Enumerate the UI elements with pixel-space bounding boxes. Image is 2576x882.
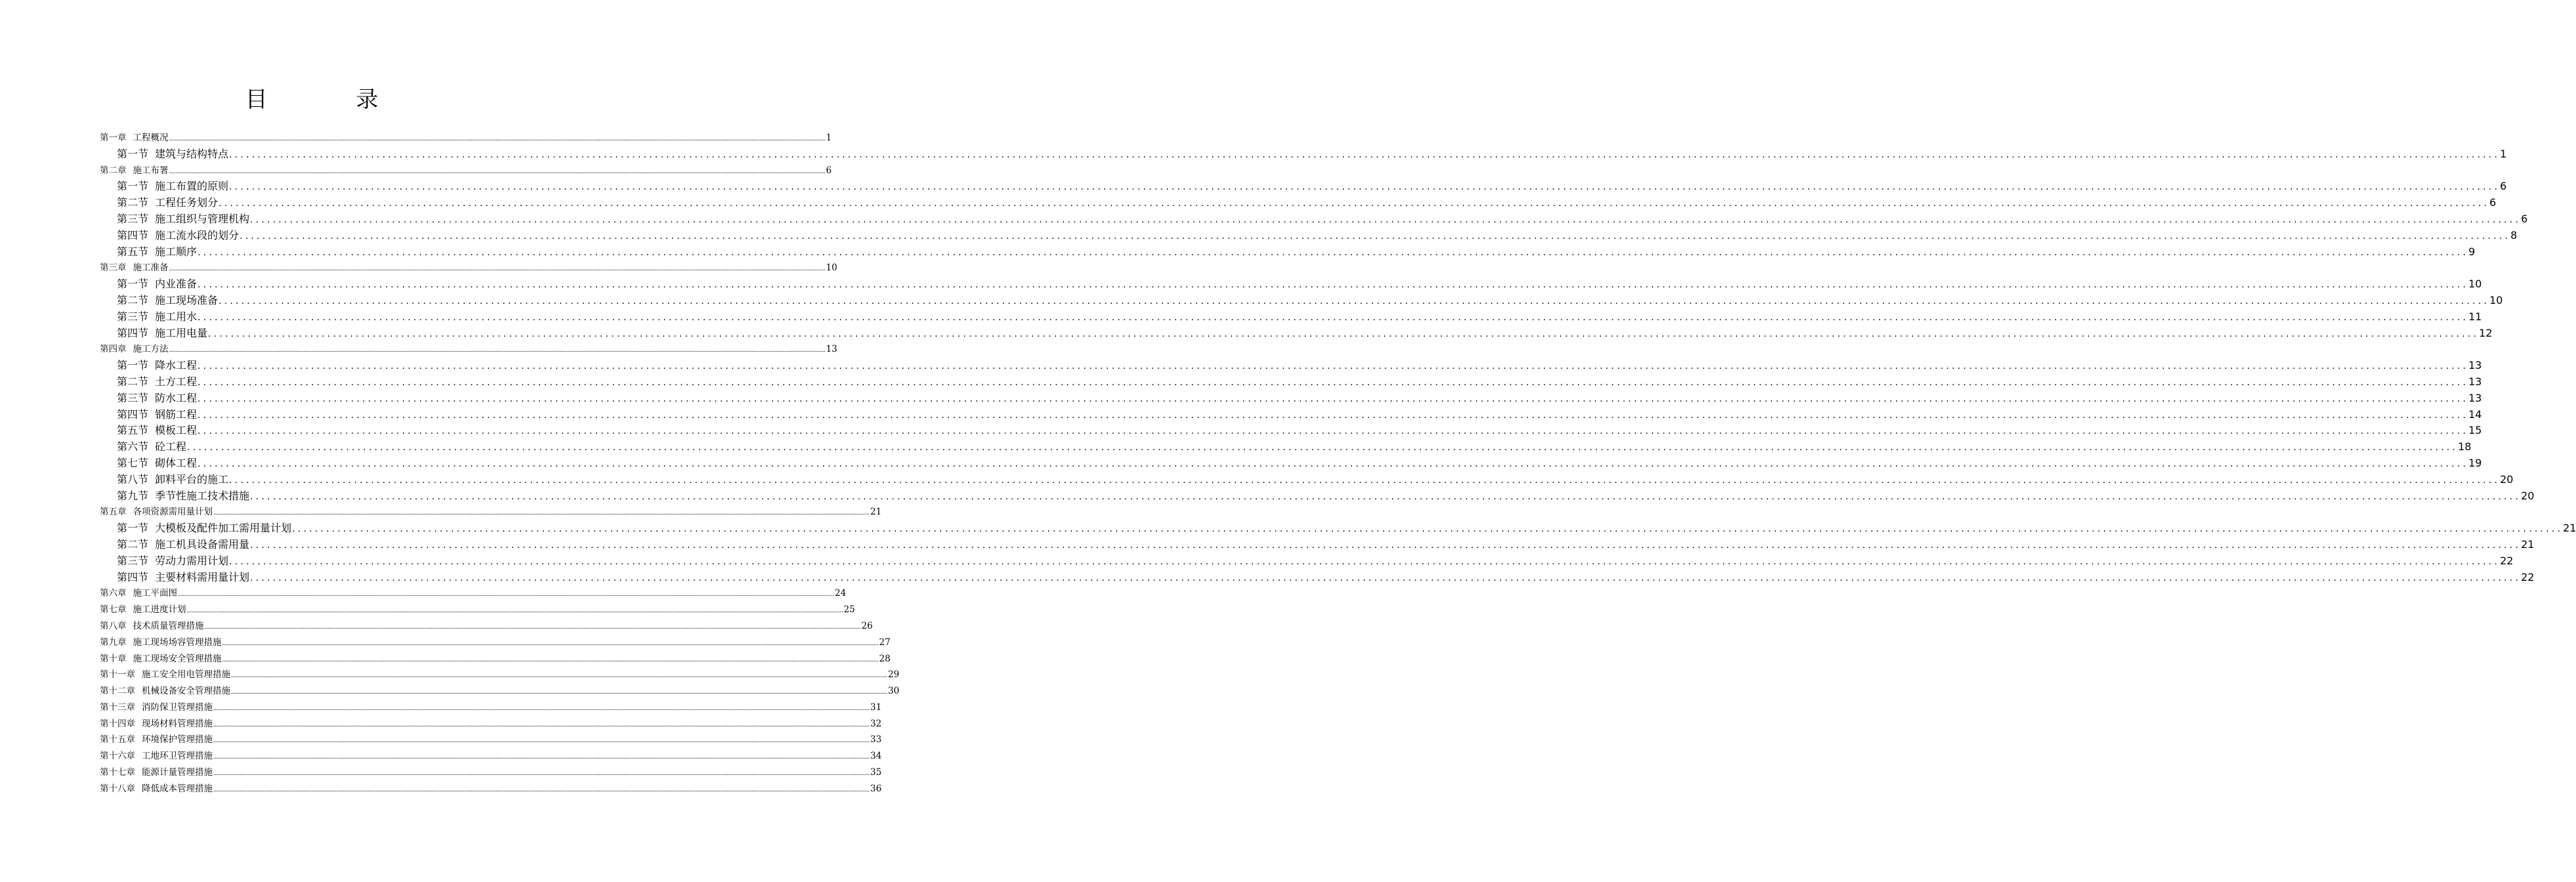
toc-dot-leader: ................................................................................................................................................................................................................................................................................................................................................................................................................ (240, 230, 2511, 242)
toc-entry-text: 模板工程 (155, 424, 198, 437)
toc-entry-number: 第九章 (100, 637, 127, 648)
toc-dot-leader: ................................................................................................................................................................................................................................................................................................................................................................................................................ (222, 656, 879, 663)
toc-entry-text: 施工准备 (133, 262, 169, 274)
toc-dot-leader: ................................................................................................................................................................................................................................................................................................................................................................................................................ (198, 393, 2469, 404)
toc-dot-leader: ................................................................................................................................................................................................................................................................................................................................................................................................................ (222, 639, 879, 647)
toc-entry-number: 第四节 (117, 326, 149, 339)
toc-chapter-entry[interactable] (100, 765, 882, 781)
toc-page-number: 20 (2521, 489, 2535, 502)
toc-dot-leader: ................................................................................................................................................................................................................................................................................................................................................................................................................ (186, 607, 843, 615)
toc-entry-number: 第八节 (117, 472, 149, 486)
toc-section-entry[interactable] (100, 407, 2482, 423)
toc-page-number: 14 (2468, 408, 2482, 421)
toc-entry-text: 工程概况 (133, 133, 169, 143)
toc-page-number: 29 (888, 669, 900, 681)
toc-entry-label (100, 700, 213, 716)
toc-entry-text: 消防保卫管理措施 (142, 702, 213, 713)
toc-entry-number: 第八章 (100, 620, 127, 631)
toc-entry-text: 劳动力需用计划 (155, 554, 229, 567)
toc-page-number: 26 (861, 620, 873, 631)
toc-entry-label (117, 244, 197, 261)
toc-page-number: 13 (826, 344, 837, 355)
toc-entry-number: 第十二章 (100, 686, 135, 697)
toc-chapter-entry[interactable] (100, 716, 882, 732)
toc-entry-number: 第九节 (117, 489, 149, 502)
toc-entry-text: 施工方法 (133, 344, 169, 355)
toc-entry-text: 施工机具设备需用量 (155, 537, 250, 551)
toc-entry-number: 第一节 (117, 359, 149, 372)
toc-page-number: 33 (870, 734, 882, 746)
toc-section-entry[interactable] (100, 211, 2528, 228)
toc-dot-leader: ................................................................................................................................................................................................................................................................................................................................................................................................................ (250, 491, 2522, 502)
toc-entry-text: 防水工程 (155, 391, 198, 404)
toc-entry-label (117, 195, 218, 211)
toc-section-entry[interactable] (100, 293, 2503, 309)
toc-entry-label (117, 390, 197, 407)
toc-dot-leader: ................................................................................................................................................................................................................................................................................................................................................................................................................ (208, 328, 2480, 339)
toc-entry-number: 第十一章 (100, 669, 135, 681)
toc-chapter-entry[interactable] (100, 618, 873, 635)
toc-chapter-entry[interactable] (100, 635, 891, 651)
toc-dot-leader: ................................................................................................................................................................................................................................................................................................................................................................................................................ (229, 556, 2501, 567)
toc-dot-leader: ................................................................................................................................................................................................................................................................................................................................................................................................................ (169, 167, 826, 175)
toc-section-entry[interactable] (100, 244, 2476, 261)
toc-dot-leader: ................................................................................................................................................................................................................................................................................................................................................................................................................ (231, 672, 887, 680)
toc-entry-label (117, 488, 249, 505)
toc-title: 目 录 (245, 87, 419, 113)
toc-page-number: 21 (2521, 537, 2535, 551)
toc-dot-leader: ................................................................................................................................................................................................................................................................................................................................................................................................................ (178, 591, 834, 598)
toc-page-number: 36 (870, 783, 882, 794)
toc-section-entry[interactable] (100, 553, 2514, 570)
toc-chapter-entry[interactable] (100, 732, 882, 748)
toc-dot-leader: ................................................................................................................................................................................................................................................................................................................................................................................................................ (169, 346, 826, 354)
toc-entry-text: 施工进度计划 (133, 604, 186, 616)
toc-entry-number: 第三节 (117, 212, 149, 225)
toc-entry-label (100, 765, 213, 781)
toc-chapter-entry[interactable] (100, 260, 837, 276)
toc-entry-text: 施工顺序 (155, 245, 198, 258)
toc-entry-number: 第一节 (117, 278, 149, 291)
toc-entry-label (100, 651, 222, 667)
toc-page-number: 28 (879, 653, 891, 664)
toc-chapter-entry[interactable] (100, 504, 882, 520)
toc-page-number: 13 (2468, 375, 2482, 388)
toc-dot-leader: ................................................................................................................................................................................................................................................................................................................................................................................................................ (187, 442, 2459, 453)
toc-dot-leader: ................................................................................................................................................................................................................................................................................................................................................................................................................ (198, 312, 2469, 323)
toc-entry-number: 第十五章 (100, 734, 135, 746)
toc-page-number: 32 (870, 718, 882, 729)
toc-page-number: 10 (826, 262, 837, 274)
toc-entry-label (117, 293, 218, 309)
toc-entry-text: 现场材料管理措施 (142, 718, 213, 729)
toc-dot-leader: ................................................................................................................................................................................................................................................................................................................................................................................................................ (198, 247, 2469, 258)
toc-dot-leader: ................................................................................................................................................................................................................................................................................................................................................................................................................ (213, 704, 870, 712)
toc-page-number: 25 (843, 604, 855, 616)
toc-entry-number: 第四节 (117, 228, 149, 242)
toc-page-number: 30 (888, 686, 900, 697)
toc-entry-number: 第二章 (100, 165, 127, 176)
toc-dot-leader: ................................................................................................................................................................................................................................................................................................................................................................................................................ (250, 214, 2522, 225)
toc-page-number: 9 (2468, 245, 2476, 258)
toc-entry-label (100, 341, 169, 358)
toc-entry-label (117, 146, 228, 163)
toc-section-entry[interactable] (100, 178, 2507, 195)
toc-entry-number: 第一章 (100, 133, 127, 143)
toc-entry-label (117, 570, 249, 586)
toc-page-number: 22 (2500, 554, 2514, 567)
toc-entry-number: 第七节 (117, 456, 149, 469)
toc-entry-number: 第一节 (117, 180, 149, 193)
toc-entry-number: 第五章 (100, 507, 127, 518)
toc-entry-number: 第四节 (117, 408, 149, 421)
toc-page-number: 6 (826, 165, 832, 176)
toc-dot-leader: ................................................................................................................................................................................................................................................................................................................................................................................................................ (231, 688, 887, 696)
toc-entry-label (100, 130, 169, 146)
toc-entry-text: 主要材料需用量计划 (155, 570, 250, 583)
toc-entry-text: 施工布署 (133, 165, 169, 176)
toc-page-number: 13 (2468, 391, 2482, 404)
toc-entry-number: 第六节 (117, 440, 149, 453)
toc-entry-number: 第十四章 (100, 718, 135, 729)
toc-entry-text: 施工组织与管理机构 (155, 212, 250, 225)
toc-dot-leader: ................................................................................................................................................................................................................................................................................................................................................................................................................ (198, 426, 2469, 437)
toc-chapter-entry[interactable] (100, 651, 891, 667)
toc-dot-leader: ................................................................................................................................................................................................................................................................................................................................................................................................................ (229, 149, 2501, 160)
toc-entry-text: 降低成本管理措施 (142, 783, 213, 794)
toc-section-entry[interactable] (100, 276, 2482, 293)
toc-entry-text: 工地环卫管理措施 (142, 751, 213, 762)
toc-dot-leader: ................................................................................................................................................................................................................................................................................................................................................................................................................ (213, 721, 870, 728)
toc-chapter-entry[interactable] (100, 781, 882, 797)
toc-entry-number: 第五节 (117, 424, 149, 437)
toc-entry-text: 施工布置的原则 (155, 180, 229, 193)
toc-entry-label (100, 732, 213, 748)
toc-page-number: 12 (2479, 326, 2493, 339)
toc-dot-leader: ................................................................................................................................................................................................................................................................................................................................................................................................................ (198, 361, 2469, 372)
toc-dot-leader: ................................................................................................................................................................................................................................................................................................................................................................................................................ (219, 295, 2490, 306)
toc-page-number: 6 (2489, 196, 2497, 209)
toc-section-entry[interactable] (100, 423, 2482, 439)
toc-page-number: 1 (2500, 147, 2507, 160)
table-of-contents (100, 130, 2576, 797)
toc-entry-text: 土方工程 (155, 375, 198, 388)
toc-dot-leader: ................................................................................................................................................................................................................................................................................................................................................................................................................ (250, 572, 2522, 583)
toc-entry-label (100, 716, 213, 732)
toc-entry-text: 大模板及配件加工需用量计划 (155, 522, 292, 535)
toc-entry-text: 工程任务划分 (155, 196, 219, 209)
toc-section-entry[interactable] (100, 326, 2493, 342)
toc-entry-label (117, 553, 228, 570)
toc-entry-text: 机械设备安全管理措施 (142, 686, 230, 697)
toc-entry-text: 砼工程 (155, 440, 187, 453)
toc-dot-leader: ................................................................................................................................................................................................................................................................................................................................................................................................................ (198, 458, 2469, 469)
toc-entry-label (100, 635, 222, 651)
toc-section-entry[interactable] (100, 520, 2576, 537)
toc-section-entry[interactable] (100, 146, 2507, 163)
toc-chapter-entry[interactable] (100, 683, 900, 700)
toc-dot-leader: ................................................................................................................................................................................................................................................................................................................................................................................................................ (169, 135, 826, 142)
toc-entry-label (100, 585, 177, 602)
toc-section-entry[interactable] (100, 455, 2482, 472)
toc-page-number: 18 (2458, 440, 2472, 453)
toc-dot-leader: ................................................................................................................................................................................................................................................................................................................................................................................................................ (229, 474, 2501, 486)
toc-entry-label (117, 276, 197, 293)
toc-entry-label (100, 781, 213, 797)
toc-chapter-entry[interactable] (100, 602, 855, 618)
toc-dot-leader: ................................................................................................................................................................................................................................................................................................................................................................................................................ (213, 737, 870, 745)
toc-entry-text: 能源计量管理措施 (142, 767, 213, 778)
toc-entry-number: 第三节 (117, 310, 149, 323)
toc-page-number: 15 (2468, 424, 2482, 437)
toc-dot-leader: ................................................................................................................................................................................................................................................................................................................................................................................................................ (213, 786, 870, 793)
toc-section-entry[interactable] (100, 374, 2482, 390)
toc-entry-text: 内业准备 (155, 278, 198, 291)
toc-entry-number: 第五节 (117, 245, 149, 258)
toc-entry-number: 第四章 (100, 344, 127, 355)
toc-entry-label (100, 683, 230, 700)
toc-dot-leader: ................................................................................................................................................................................................................................................................................................................................................................................................................ (169, 265, 826, 273)
toc-dot-leader: ................................................................................................................................................................................................................................................................................................................................................................................................................ (213, 753, 870, 761)
toc-entry-label (100, 260, 169, 276)
toc-entry-number: 第二节 (117, 375, 149, 388)
toc-page-number: 20 (2500, 472, 2514, 486)
toc-entry-number: 第七章 (100, 604, 127, 616)
toc-section-entry[interactable] (100, 570, 2535, 586)
toc-page-number: 34 (870, 751, 882, 762)
toc-entry-text: 技术质量管理措施 (133, 620, 204, 631)
toc-section-entry[interactable] (100, 390, 2482, 407)
toc-entry-text: 施工现场准备 (155, 293, 219, 306)
toc-entry-label (117, 439, 186, 455)
toc-entry-number: 第十三章 (100, 702, 135, 713)
toc-entry-number: 第一节 (117, 522, 149, 535)
toc-entry-text: 施工用水 (155, 310, 198, 323)
toc-page-number: 13 (2468, 359, 2482, 372)
toc-entry-text: 降水工程 (155, 359, 198, 372)
toc-dot-leader: ................................................................................................................................................................................................................................................................................................................................................................................................................ (229, 182, 2501, 193)
toc-chapter-entry[interactable] (100, 163, 832, 179)
toc-section-entry[interactable] (100, 472, 2514, 488)
toc-page-number: 11 (2468, 310, 2482, 323)
toc-chapter-entry[interactable] (100, 130, 832, 146)
toc-page-number: 8 (2510, 228, 2518, 242)
toc-entry-label (100, 667, 230, 683)
toc-entry-text: 季节性施工技术措施 (155, 489, 250, 502)
toc-entry-text: 施工现场场容管理措施 (133, 637, 222, 648)
toc-dot-leader: ................................................................................................................................................................................................................................................................................................................................................................................................................ (213, 509, 870, 517)
toc-section-entry[interactable] (100, 537, 2535, 553)
toc-entry-number: 第二节 (117, 537, 149, 551)
toc-entry-label (117, 472, 228, 488)
toc-dot-leader: ................................................................................................................................................................................................................................................................................................................................................................................................................ (213, 770, 870, 778)
toc-entry-number: 第十八章 (100, 783, 135, 794)
toc-page-number: 6 (2521, 212, 2528, 225)
toc-entry-label (117, 455, 197, 472)
toc-entry-text: 砌体工程 (155, 456, 198, 469)
toc-page-number: 24 (835, 588, 847, 599)
toc-entry-label (100, 618, 204, 635)
toc-page-number: 21 (870, 507, 882, 518)
toc-entry-label (117, 309, 197, 326)
toc-entry-number: 第二节 (117, 196, 149, 209)
toc-entry-label (117, 407, 197, 423)
toc-entry-number: 第三节 (117, 554, 149, 567)
toc-entry-text: 钢筋工程 (155, 408, 198, 421)
toc-entry-label (117, 520, 291, 537)
toc-section-entry[interactable] (100, 488, 2535, 505)
toc-page-number: 6 (2500, 180, 2507, 193)
toc-chapter-entry[interactable] (100, 341, 837, 358)
toc-entry-number: 第三节 (117, 391, 149, 404)
toc-entry-number: 第六章 (100, 588, 127, 599)
toc-section-entry[interactable] (100, 228, 2518, 244)
toc-entry-text: 施工安全用电管理措施 (142, 669, 230, 681)
toc-entry-number: 第二节 (117, 293, 149, 306)
toc-dot-leader: ................................................................................................................................................................................................................................................................................................................................................................................................................ (198, 410, 2469, 421)
toc-entry-text: 施工平面图 (133, 588, 177, 599)
toc-entry-text: 建筑与结构特点 (155, 147, 229, 160)
toc-chapter-entry[interactable] (100, 748, 882, 765)
toc-page-number: 22 (2521, 570, 2535, 583)
toc-entry-text: 施工用电量 (155, 326, 208, 339)
toc-page-number: 21 (2563, 522, 2576, 535)
toc-entry-text: 施工现场安全管理措施 (133, 653, 222, 664)
toc-dot-leader: ................................................................................................................................................................................................................................................................................................................................................................................................................ (198, 280, 2469, 291)
toc-page-number: 10 (2489, 293, 2503, 306)
toc-entry-number: 第四节 (117, 570, 149, 583)
toc-entry-label (117, 326, 207, 342)
toc-dot-leader: ................................................................................................................................................................................................................................................................................................................................................................................................................ (198, 377, 2469, 388)
toc-entry-number: 第十六章 (100, 751, 135, 762)
toc-entry-label (117, 374, 197, 390)
toc-page-number: 19 (2468, 456, 2482, 469)
toc-page-number: 35 (870, 767, 882, 778)
toc-entry-label (117, 358, 197, 374)
toc-entry-label (117, 178, 228, 195)
toc-entry-text: 环境保护管理措施 (142, 734, 213, 746)
toc-entry-label (117, 228, 239, 244)
toc-chapter-entry[interactable] (100, 585, 847, 602)
toc-entry-label (100, 504, 213, 520)
toc-entry-number: 第十章 (100, 653, 127, 664)
toc-dot-leader: ................................................................................................................................................................................................................................................................................................................................................................................................................ (219, 198, 2490, 209)
toc-section-entry[interactable] (100, 195, 2497, 211)
toc-entry-label (117, 211, 249, 228)
toc-entry-label (117, 537, 249, 553)
toc-entry-number: 第十七章 (100, 767, 135, 778)
toc-entry-text: 卸料平台的施工 (155, 472, 229, 486)
toc-entry-number: 第三章 (100, 262, 127, 274)
toc-chapter-entry[interactable] (100, 667, 900, 683)
toc-entry-number: 第一节 (117, 147, 149, 160)
toc-entry-label (100, 163, 169, 179)
toc-entry-label (100, 602, 186, 618)
toc-section-entry[interactable] (100, 309, 2482, 326)
toc-dot-leader: ................................................................................................................................................................................................................................................................................................................................................................................................................ (250, 539, 2522, 551)
toc-dot-leader: ................................................................................................................................................................................................................................................................................................................................................................................................................ (204, 623, 861, 631)
toc-entry-label (100, 748, 213, 765)
toc-section-entry[interactable] (100, 358, 2482, 374)
toc-entry-text: 施工流水段的划分 (155, 228, 240, 242)
toc-dot-leader: ................................................................................................................................................................................................................................................................................................................................................................................................................ (292, 524, 2564, 535)
toc-entry-label (117, 423, 197, 439)
toc-section-entry[interactable] (100, 439, 2472, 455)
toc-page-number: 1 (826, 133, 832, 143)
toc-page-number: 31 (870, 702, 882, 713)
toc-page-number: 27 (879, 637, 891, 648)
toc-entry-text: 各项资源需用量计划 (133, 507, 213, 518)
toc-chapter-entry[interactable] (100, 700, 882, 716)
toc-page-number: 10 (2468, 278, 2482, 291)
